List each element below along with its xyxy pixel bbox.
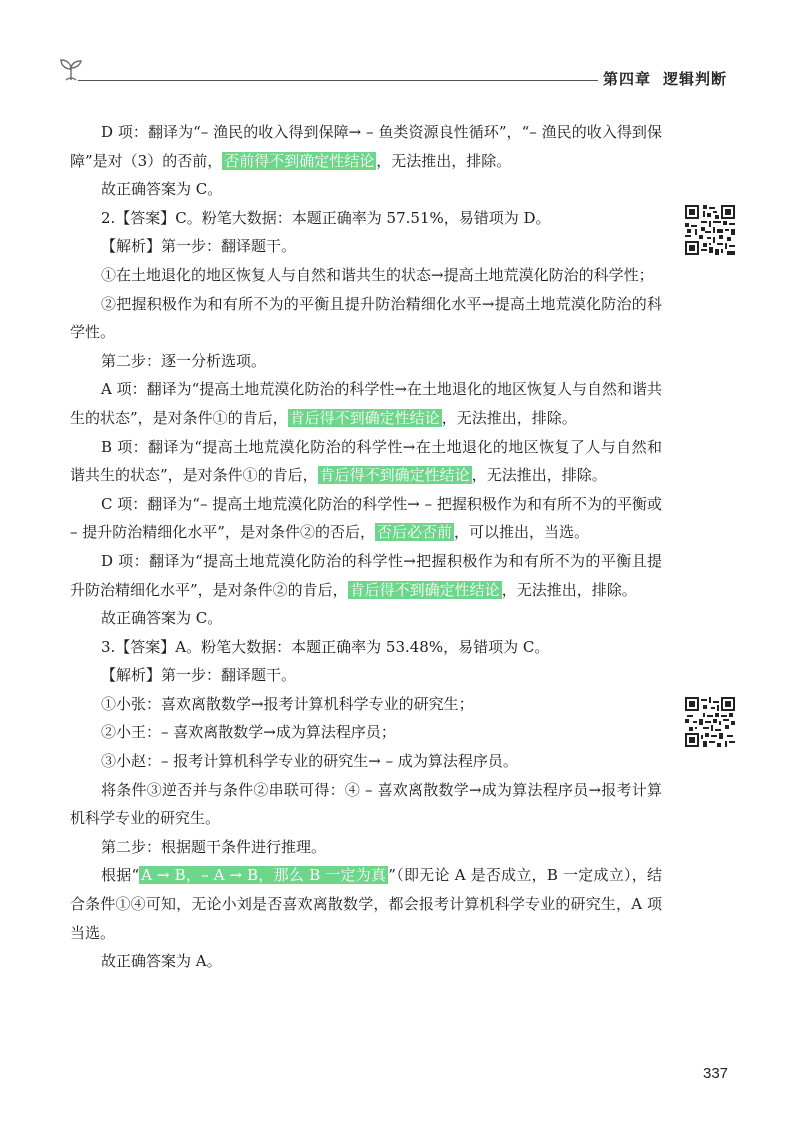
text-segment: ”（即无论 A 是否成立，B 一定成立），结合条件①④可知，无论小刘是否喜欢离散数学，都会报考计算机科学专业的研究生，A 项当选。 [70,866,662,942]
paragraph [70,118,662,175]
paragraph [70,433,662,490]
paragraph [70,747,662,776]
text-segment: ，无法推出，排除。 [501,580,637,599]
text-segment: C 项：翻译为“– 提高土地荒漠化防治的科学性→ – 把握积极作为和有所不为的平衡或 – 提升防治精细化水平”，是对条件②的否后， [70,494,662,542]
text-segment: ①在土地退化的地区恢复人与自然和谐共生的状态→提高土地荒漠化防治的科学性； [101,265,654,284]
text-segment: 第二步：逐一分析选项。 [101,351,267,370]
text-segment: 【解析】第一步：翻译题干。 [101,237,297,256]
sprout-icon [58,56,84,82]
running-header [603,68,727,89]
paragraph [70,261,662,290]
text-segment: 故正确答案为 C。 [101,180,223,199]
paragraph [70,290,662,347]
highlighted-conclusion: 肯后得不到确定性结论 [289,408,440,427]
highlighted-conclusion: 肯后得不到确定性结论 [319,466,470,485]
paragraph [70,718,662,747]
paragraph [70,490,662,547]
paragraph [70,690,662,719]
highlighted-conclusion: 否后必否前 [376,523,452,542]
text-segment: ，无法推出，排除。 [376,151,512,170]
text-segment: 根据“ [101,866,140,885]
text-segment: 第二步：根据题干条件进行推理。 [101,837,327,856]
answer-explanation-body [70,118,662,976]
text-segment: 2.【答案】C。粉笔大数据：本题正确率为 57.51%，易错项为 D。 [101,208,551,227]
header-rule [78,80,598,81]
text-segment: ②把握积极作为和有所不为的平衡且提升防治精细化水平→提高土地荒漠化防治的科学性。 [70,294,662,342]
highlighted-conclusion: 否前得不到确定性结论 [224,151,375,170]
text-segment: 3.【答案】A。粉笔大数据：本题正确率为 53.48%，易错项为 C。 [101,637,550,656]
text-segment: D 项：翻译为“提高土地荒漠化防治的科学性→把握积极作为和有所不为的平衡且提升防治精细化水平”，是对条件②的肯后， [70,551,662,599]
text-segment: 故正确答案为 A。 [101,952,222,971]
text-segment: B 项：翻译为“提高土地荒漠化防治的科学性→在土地退化的地区恢复了人与自然和谐共生的状态”，是对条件①的肯后， [70,437,662,485]
paragraph [70,347,662,376]
text-segment: D 项：翻译为“– 渔民的收入得到保障→ – 鱼类资源良性循环”，“– 渔民的收入得到保障”是对（3）的否前， [70,123,662,170]
paragraph [70,547,662,604]
paragraph [70,947,662,976]
qr-code-icon[interactable] [685,697,735,747]
paragraph [70,633,662,662]
text-segment: ，无法推出，排除。 [471,466,607,485]
chapter-title: 逻辑判断 [663,70,728,88]
text-segment: 故正确答案为 C。 [101,609,223,628]
page-number: 337 [703,1065,729,1082]
text-segment: ①小张：喜欢离散数学→报考计算机科学专业的研究生； [101,694,474,713]
paragraph [70,175,662,204]
text-segment: 将条件③逆否并与条件②串联可得：④ – 喜欢离散数学→成为算法程序员→报考计算机科学专业的研究生。 [70,780,662,828]
highlighted-conclusion: A → B，– A → B，那么 B 一定为真 [141,866,387,885]
paragraph [70,375,662,432]
paragraph [70,776,662,833]
highlighted-conclusion: 肯后得不到确定性结论 [349,580,500,599]
paragraph [70,833,662,862]
paragraph [70,661,662,690]
chapter-label: 第四章 [603,70,652,88]
text-segment: ，可以推出，当选。 [453,523,589,542]
paragraph [70,232,662,261]
paragraph [70,861,662,947]
text-segment: ，无法推出，排除。 [441,408,577,427]
text-segment: 【解析】第一步：翻译题干。 [101,666,297,685]
qr-code-icon[interactable] [685,205,735,255]
text-segment: ②小王：– 喜欢离散数学→成为算法程序员； [101,723,396,742]
text-segment: A 项：翻译为“提高土地荒漠化防治的科学性→在土地退化的地区恢复人与自然和谐共生的状态”，是对条件①的肯后， [70,380,662,427]
text-segment: ③小赵：– 报考计算机科学专业的研究生→ – 成为算法程序员。 [101,752,518,771]
paragraph [70,604,662,633]
paragraph [70,204,662,233]
